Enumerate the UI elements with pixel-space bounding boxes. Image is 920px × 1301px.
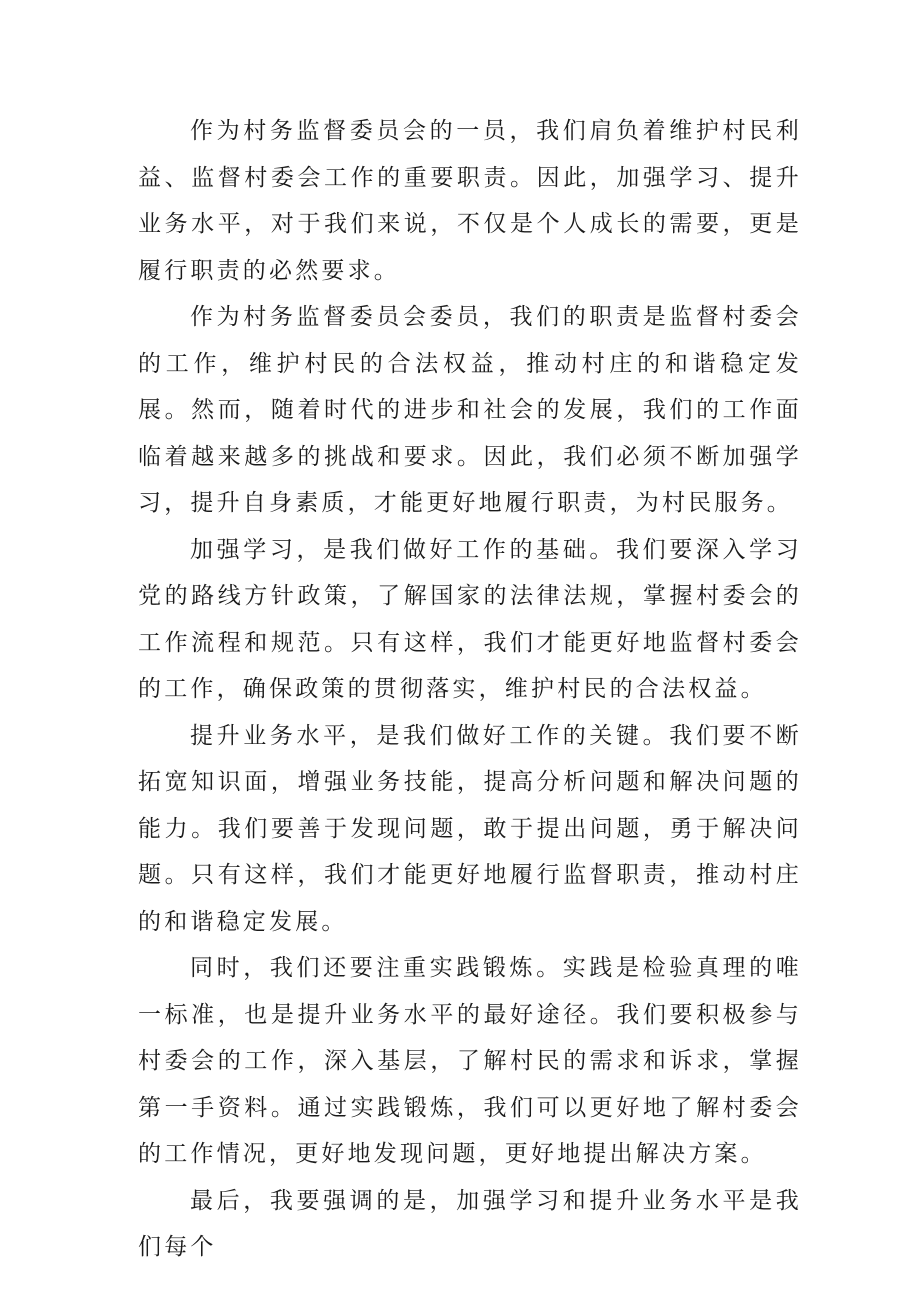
paragraph: 同时，我们还要注重实践锻炼。实践是检验真理的唯一标准，也是提升业务水平的最好途径。我们要积极参与村委会的工作，深入基层，了解村民的需求和诉求，掌握第一手资料。通过实践锻炼，我们可以更好地了解村委会的工作情况，更好地发现问题，更好地提出解决方案。 <box>138 955 802 1167</box>
paragraph: 提升业务水平，是我们做好工作的关键。我们要不断拓宽知识面，增强业务技能，提高分析问题和解决问题的能力。我们要善于发现问题，敢于提出问题，勇于解决问题。只有这样，我们才能更好地履行监督职责，推动村庄的和谐稳定发展。 <box>138 722 802 935</box>
document-body <box>138 108 802 1271</box>
paragraph: 加强学习，是我们做好工作的基础。我们要深入学习党的路线方针政策，了解国家的法律法规，掌握村委会的工作流程和规范。只有这样，我们才能更好地监督村委会的工作，确保政策的贯彻落实，维护村民的合法权益。 <box>138 536 802 702</box>
paragraph: 最后，我要强调的是，加强学习和提升业务水平是我们每个 <box>138 1187 802 1260</box>
paragraph: 作为村务监督委员会的一员，我们肩负着维护村民利益、监督村委会工作的重要职责。因此，加强学习、提升业务水平，对于我们来说，不仅是个人成长的需要，更是履行职责的必然要求。 <box>138 118 802 284</box>
paragraph: 作为村务监督委员会委员，我们的职责是监督村委会的工作，维护村民的合法权益，推动村庄的和谐稳定发展。然而，随着时代的进步和社会的发展，我们的工作面临着越来越多的挑战和要求。因此，我们必须不断加强学习，提升自身素质，才能更好地履行职责，为村民服务。 <box>138 304 802 516</box>
